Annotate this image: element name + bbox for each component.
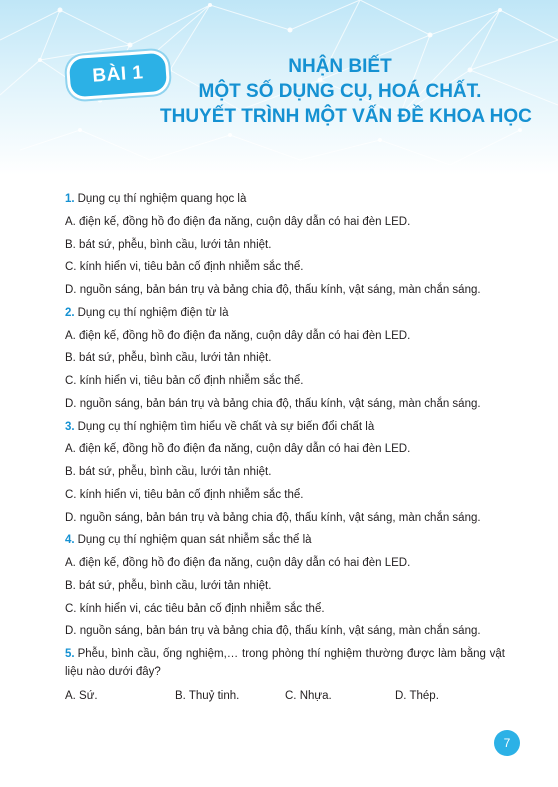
answer-option: B. bát sứ, phễu, bình cầu, lưới tản nhiệt. <box>65 238 272 251</box>
title-line: MỘT SỐ DỤNG CỤ, HOÁ CHẤT. <box>198 81 482 102</box>
title-line: THUYẾT TRÌNH MỘT VẤN ĐỀ KHOA HỌC <box>160 106 532 127</box>
question-4-stem <box>65 529 505 552</box>
question-2-stem <box>65 302 505 325</box>
question-number: 3. <box>65 420 75 433</box>
answer-option: D. Thép. <box>395 690 439 702</box>
question-number: 4. <box>65 534 75 547</box>
answer-option: D. nguồn sáng, bản bán trụ và bảng chia độ, thấu kính, vật sáng, màn chắn sáng. <box>65 625 481 638</box>
answer-option: B. bát sứ, phễu, bình cầu, lưới tản nhiệt. <box>65 466 272 478</box>
question-text: Dụng cụ thí nghiệm quan sát nhiễm sắc thể là <box>77 534 312 547</box>
question-number: 1. <box>65 193 75 205</box>
answer-option: C. kính hiển vi, tiêu bản cố định nhiễm sắc thể. <box>65 261 304 274</box>
question-number: 2. <box>65 306 75 319</box>
question-text: Dụng cụ thí nghiệm quang học là <box>77 193 247 205</box>
exercise-list <box>65 188 505 708</box>
question-text: Phễu, bình cầu, ống nghiệm,… trong phòng thí nghiệm thường được làm bằng vật liệu nào dưới đây? <box>65 648 505 678</box>
answer-option: C. kính hiển vi, các tiêu bản cố định nhiễm sắc thể. <box>65 602 325 615</box>
answer-option: B. bát sứ, phễu, bình cầu, lưới tản nhiệt. <box>65 352 272 365</box>
lesson-title <box>160 54 532 129</box>
answer-option: C. kính hiển vi, tiêu bản cố định nhiễm sắc thể. <box>65 375 304 387</box>
answer-option: B. bát sứ, phễu, bình cầu, lưới tản nhiệt. <box>65 579 272 592</box>
title-line: NHẬN BIẾT <box>288 56 392 77</box>
question-text: Dụng cụ thí nghiệm điện từ là <box>77 306 229 319</box>
lesson-badge <box>69 53 167 98</box>
answer-option: C. Nhựa. <box>285 690 332 702</box>
answer-option: A. điện kế, đồng hồ đo điện đa năng, cuộn dây dẫn có hai đèn LED. <box>65 443 411 456</box>
answer-option: D. nguồn sáng, bản bán trụ và bảng chia độ, thấu kính, vật sáng, màn chắn sáng. <box>65 397 481 410</box>
question-5-stem <box>65 645 505 681</box>
page-number: 7 <box>494 730 520 756</box>
lesson-badge-label: BÀI 1 <box>91 62 145 87</box>
answer-option: D. nguồn sáng, bản bán trụ và bảng chia độ, thấu kính, vật sáng, màn chắn sáng. <box>65 284 481 296</box>
question-1-stem <box>65 188 505 211</box>
answer-options-row <box>65 685 505 708</box>
answer-option: A. điện kế, đồng hồ đo điện đa năng, cuộn dây dẫn có hai đèn LED. <box>65 329 411 342</box>
answer-option: A. điện kế, đồng hồ đo điện đa năng, cuộn dây dẫn có hai đèn LED. <box>65 557 411 569</box>
answer-option: B. Thuỷ tinh. <box>175 690 240 702</box>
question-number: 5. <box>65 648 75 660</box>
answer-option: C. kính hiển vi, tiêu bản cố định nhiễm sắc thể. <box>65 488 304 501</box>
question-text: Dụng cụ thí nghiệm tìm hiểu về chất và sự biến đổi chất là <box>77 420 375 433</box>
answer-option: A. điện kế, đồng hồ đo điện đa năng, cuộn dây dẫn có hai đèn LED. <box>65 215 411 228</box>
answer-option: A. Sứ. <box>65 690 98 702</box>
answer-option: D. nguồn sáng, bản bán trụ và bảng chia độ, thấu kính, vật sáng, màn chắn sáng. <box>65 511 481 524</box>
question-3-stem <box>65 416 505 439</box>
